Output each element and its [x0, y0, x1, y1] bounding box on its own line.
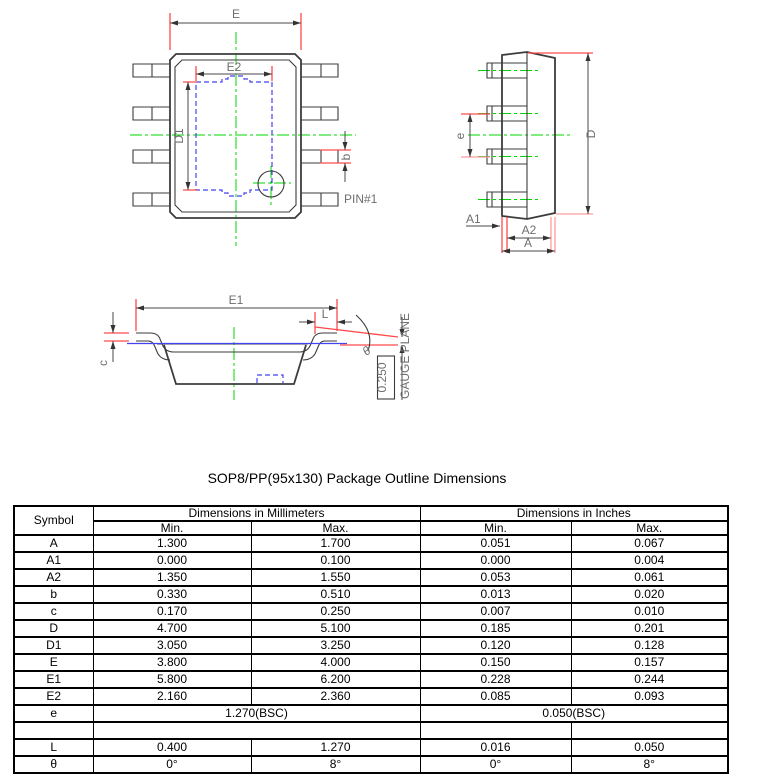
- in-min-cell: 0.150: [420, 654, 571, 671]
- symbol-cell: L: [14, 739, 93, 756]
- mm-min-cell: 0°: [93, 756, 251, 773]
- dim-label-A1: A1: [466, 212, 481, 226]
- dim-E2: [196, 60, 272, 81]
- mm-bsc-cell: 1.270(BSC): [93, 705, 420, 722]
- symbol-cell: c: [14, 603, 93, 620]
- symbol-cell: D: [14, 620, 93, 637]
- mm-max-cell: 1.550: [251, 569, 420, 586]
- mm-min-cell: 5.800: [93, 671, 251, 688]
- mm-min-cell: 4.700: [93, 620, 251, 637]
- in-max-cell: 0.201: [571, 620, 728, 637]
- header-in-max: Max.: [571, 521, 728, 536]
- table-row-L: [14, 739, 728, 756]
- in-min-cell: 0.085: [420, 688, 571, 705]
- in-max-cell: 0.050: [571, 739, 728, 756]
- mm-max-cell: 8°: [251, 756, 420, 773]
- mm-max-cell: 0.100: [251, 552, 420, 569]
- header-mm-min: Min.: [93, 521, 251, 536]
- gauge-plane-callout: [375, 313, 412, 400]
- header-in-min: Min.: [420, 521, 571, 536]
- symbol-cell: E1: [14, 671, 93, 688]
- in-max-cell: 0.061: [571, 569, 728, 586]
- symbol-cell: [14, 722, 93, 739]
- in-max-cell: 0.128: [571, 637, 728, 654]
- mm-max-cell: 5.100: [251, 620, 420, 637]
- in-min-cell: 0.053: [420, 569, 571, 586]
- table-row-b: [14, 586, 728, 603]
- in-max-cell: 0.067: [571, 535, 728, 552]
- dim-label-E1: E1: [228, 293, 244, 307]
- gauge-offset-label: 0.250: [375, 362, 389, 393]
- dim-label-D1: D1: [172, 128, 186, 144]
- table-row-e: [14, 705, 728, 722]
- top-view: [130, 7, 378, 246]
- header-inch: Dimensions in Inches: [420, 506, 728, 521]
- mm-min-cell: 0.170: [93, 603, 251, 620]
- centerlines: [468, 71, 572, 200]
- dim-A1-A2-A: [466, 212, 555, 254]
- dim-label-D: D: [584, 129, 598, 139]
- mm-max-cell: 6.200: [251, 671, 420, 688]
- package-body-front: [157, 344, 308, 384]
- gauge-plane-label: GAUGE PLANE: [398, 312, 412, 400]
- dim-E1: [136, 293, 337, 331]
- in-max-cell: 0.004: [571, 552, 728, 569]
- dim-label-A: A: [523, 236, 533, 250]
- mm-min-cell: 1.350: [93, 569, 251, 586]
- table-row-c: [14, 603, 728, 620]
- mm-max-cell: 2.360: [251, 688, 420, 705]
- dim-label-A2: A2: [521, 223, 537, 237]
- dim-label-c: c: [96, 360, 110, 366]
- table-row-spacer: [14, 722, 728, 739]
- symbol-cell: A2: [14, 569, 93, 586]
- dim-theta: [315, 315, 398, 358]
- table-row-A2: [14, 569, 728, 586]
- pin1-label: PIN#1: [344, 192, 378, 206]
- leads-front: [136, 333, 337, 360]
- table-row-D: [14, 620, 728, 637]
- front-view: [96, 293, 412, 400]
- in-min-cell: 0.000: [420, 552, 571, 569]
- in-min-cell: 0.051: [420, 535, 571, 552]
- in-min-cell: 0°: [420, 756, 571, 773]
- dim-label-L: L: [321, 307, 329, 321]
- dim-label-b: b: [339, 153, 353, 161]
- in-max-cell: 0.157: [571, 654, 728, 671]
- symbol-cell: E: [14, 654, 93, 671]
- table-row-A: [14, 535, 728, 552]
- in-min-cell: 0.120: [420, 637, 571, 654]
- mm-min-cell: 3.800: [93, 654, 251, 671]
- symbol-cell: e: [14, 705, 93, 722]
- mm-min-cell: 0.000: [93, 552, 251, 569]
- side-view: [453, 52, 598, 254]
- in-bsc-cell: 0.050(BSC): [420, 705, 728, 722]
- in-max-cell: [571, 722, 728, 739]
- header-row-minmax: [14, 521, 728, 536]
- dim-label-E2: E2: [226, 60, 242, 74]
- exposed-pad-edge: [257, 375, 283, 383]
- in-min-cell: [420, 722, 571, 739]
- mm-max-cell: 1.700: [251, 535, 420, 552]
- mm-max-cell: 0.250: [251, 603, 420, 620]
- mm-min-cell: 1.300: [93, 535, 251, 552]
- dim-D: [528, 53, 598, 214]
- dim-label-E: E: [231, 7, 241, 21]
- mm-max-cell: 1.270: [251, 739, 420, 756]
- mm-min-cell: 0.400: [93, 739, 251, 756]
- header-row-groups: [14, 506, 728, 521]
- in-min-cell: 0.007: [420, 603, 571, 620]
- in-max-cell: 0.020: [571, 586, 728, 603]
- in-max-cell: 0.010: [571, 603, 728, 620]
- symbol-cell: θ: [14, 756, 93, 773]
- table-row-E: [14, 654, 728, 671]
- dim-b: [320, 131, 353, 182]
- table-row-E1: [14, 671, 728, 688]
- in-max-cell: 0.244: [571, 671, 728, 688]
- header-symbol: Symbol: [14, 506, 93, 535]
- exposed-pad-outline: [196, 76, 272, 196]
- symbol-cell: E2: [14, 688, 93, 705]
- in-min-cell: 0.013: [420, 586, 571, 603]
- mm-max-cell: 3.250: [251, 637, 420, 654]
- symbol-cell: b: [14, 586, 93, 603]
- symbol-cell: A: [14, 535, 93, 552]
- dim-label-theta: θ: [359, 343, 374, 359]
- in-max-cell: 0.093: [571, 688, 728, 705]
- symbol-cell: A1: [14, 552, 93, 569]
- symbol-cell: D1: [14, 637, 93, 654]
- mm-min-cell: 3.050: [93, 637, 251, 654]
- dim-c: [96, 312, 129, 366]
- table-row-E2: [14, 688, 728, 705]
- table-row-theta: [14, 756, 728, 773]
- mm-max-cell: 0.510: [251, 586, 420, 603]
- header-mm-max: Max.: [251, 521, 420, 536]
- mm-empty-cell: [93, 722, 420, 739]
- in-min-cell: 0.185: [420, 620, 571, 637]
- header-mm: Dimensions in Millimeters: [93, 506, 420, 521]
- page-title: SOP8/PP(95x130) Package Outline Dimensions: [207, 470, 507, 486]
- dim-D1: [172, 82, 197, 190]
- in-min-cell: 0.228: [420, 671, 571, 688]
- mm-max-cell: 4.000: [251, 654, 420, 671]
- table-row-A1: [14, 552, 728, 569]
- dim-label-e: e: [453, 132, 467, 140]
- mm-min-cell: 0.330: [93, 586, 251, 603]
- dimensions-table: [13, 505, 729, 774]
- in-max-cell: 8°: [571, 756, 728, 773]
- mm-min-cell: 2.160: [93, 688, 251, 705]
- table-row-D1: [14, 637, 728, 654]
- in-min-cell: 0.016: [420, 739, 571, 756]
